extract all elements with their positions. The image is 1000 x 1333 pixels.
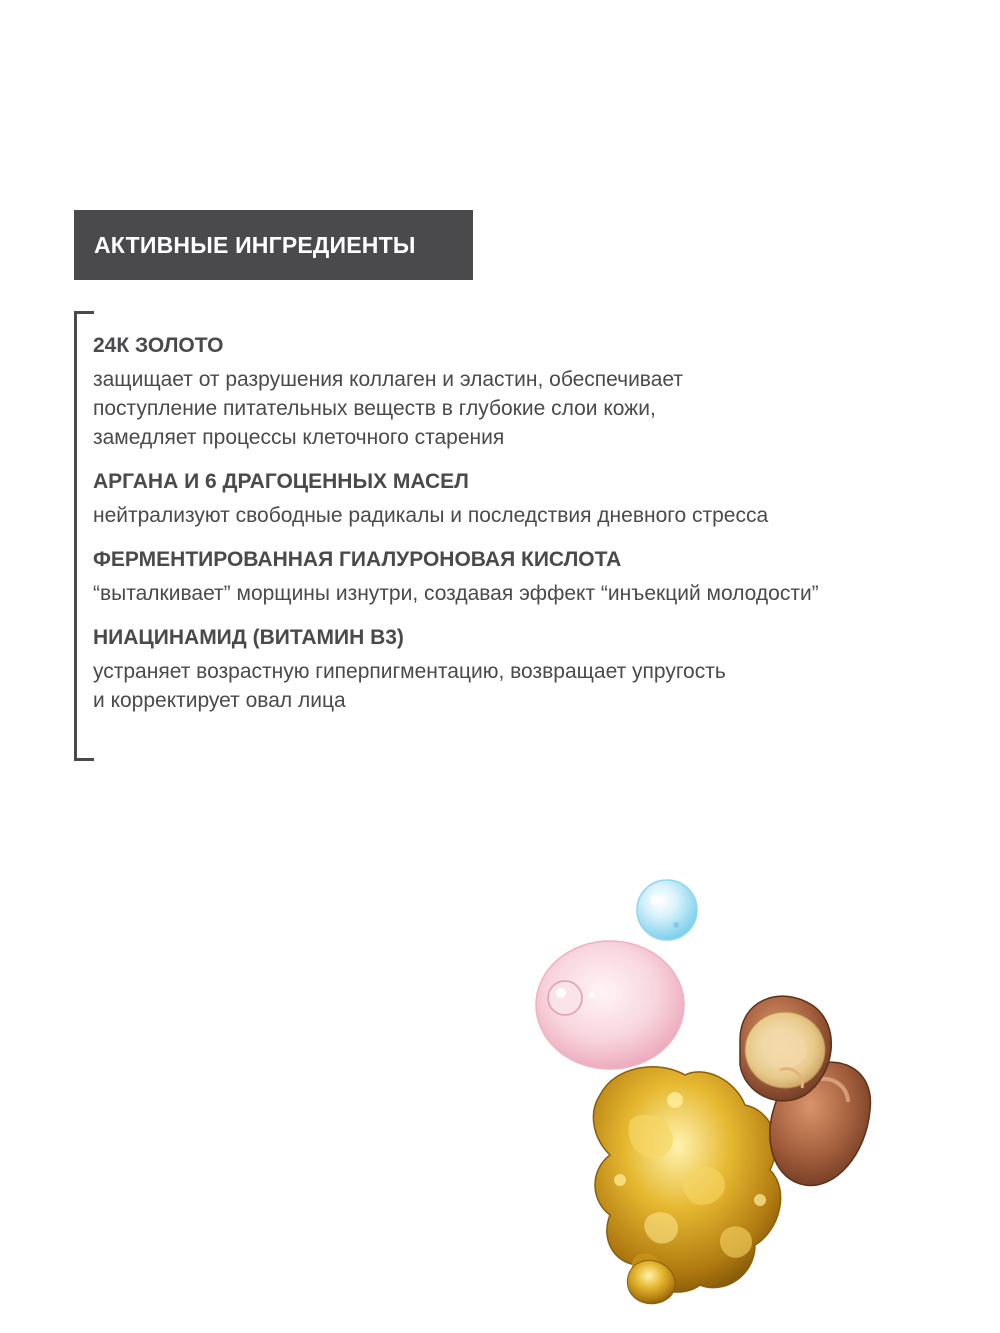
bracket-divider: [74, 311, 94, 761]
description-line: поступление питательных веществ в глубокие слои кожи,: [93, 397, 656, 420]
ingredient-name: АРГАНА И 6 ДРАГОЦЕННЫХ МАСЕЛ: [93, 470, 469, 493]
ingredient-description: [93, 365, 973, 452]
ingredient-item: [93, 331, 973, 452]
pink-droplet-icon: [536, 941, 684, 1069]
page-title: АКТИВНЫЕ ИНГРЕДИЕНТЫ: [94, 231, 416, 258]
description-line: устраняет возрастную гиперпигментацию, возвращает упругость: [93, 660, 726, 683]
gold-nugget-icon: [593, 1067, 780, 1304]
description-line: и корректирует овал лица: [93, 689, 346, 712]
description-line: “выталкивает” морщины изнутри, создавая эффект “инъекций молодости”: [93, 582, 819, 605]
description-line: нейтрализуют свободные радикалы и последствия дневного стресса: [93, 504, 769, 527]
ingredient-description: [93, 579, 973, 608]
ingredient-item: [93, 545, 973, 608]
ingredient-name: 24К ЗОЛОТО: [93, 334, 224, 357]
ingredients-illustration: [530, 870, 930, 1310]
ingredient-name: ФЕРМЕНТИРОВАННАЯ ГИАЛУРОНОВАЯ КИСЛОТА: [93, 548, 622, 571]
blue-droplet-icon: [637, 880, 697, 940]
ingredient-description: [93, 657, 973, 715]
ingredient-name: НИАЦИНАМИД (ВИТАМИН В3): [93, 626, 404, 649]
header-bar: [74, 210, 473, 280]
description-line: замедляет процессы клеточного старения: [93, 426, 505, 449]
ingredient-item: [93, 623, 973, 715]
description-line: защищает от разрушения коллаген и эластин, обеспечивает: [93, 368, 684, 391]
ingredient-description: [93, 501, 973, 530]
ingredient-item: [93, 467, 973, 530]
ingredients-list: [93, 331, 973, 730]
